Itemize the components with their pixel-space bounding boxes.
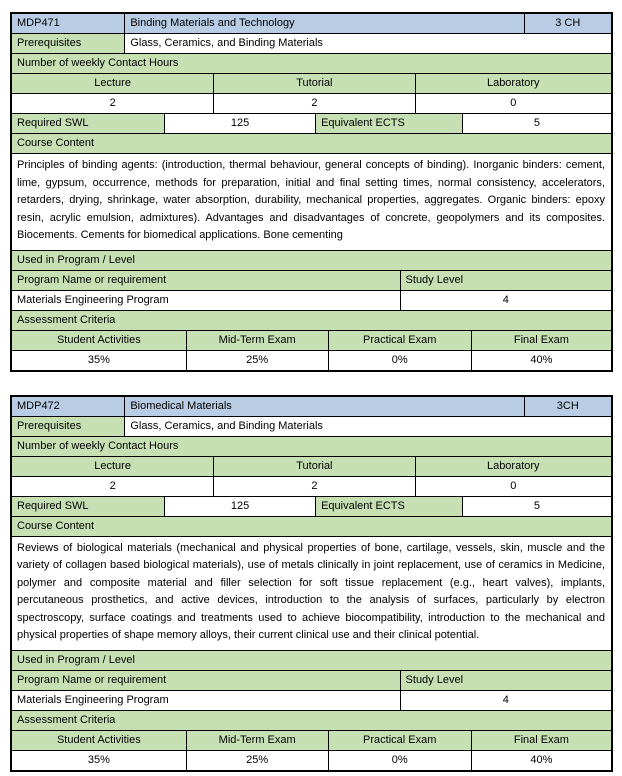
assessment-values-row [12, 350, 611, 370]
swl-ects-row [12, 496, 611, 516]
assessment-criteria-header-row [12, 710, 611, 730]
mid-term-exam-value: 25% [186, 751, 328, 770]
laboratory-hours-value: 0 [415, 94, 612, 113]
course-table-2 [10, 395, 613, 772]
contact-hours-columns-row [12, 73, 611, 93]
tutorial-hours-value: 2 [213, 94, 414, 113]
laboratory-hours-value: 0 [415, 477, 612, 496]
course-header-row [12, 14, 611, 33]
equivalent-ects-value: 5 [462, 114, 611, 133]
lecture-hours-value: 2 [109, 97, 116, 109]
contact-hours-header: Number of weekly Contact Hours [12, 437, 611, 456]
assessment-criteria-header: Assessment Criteria [12, 711, 611, 730]
study-level-label: Study Level [400, 271, 611, 290]
prerequisites-value: Glass, Ceramics, and Binding Materials [124, 417, 611, 436]
credit-hours-cell: 3CH [524, 397, 611, 416]
mid-term-exam-value: 25% [186, 351, 328, 370]
student-activities-value: 35% [87, 753, 110, 766]
course-content-header-row [12, 516, 611, 536]
final-exam-header: Final Exam [471, 731, 611, 750]
tutorial-header: Tutorial [213, 457, 414, 476]
student-activities-value: 35% [87, 353, 110, 366]
practical-exam-value: 0% [328, 351, 471, 370]
course-content-text: Reviews of biological materials (mechanical and physical properties of bone, cartilage, vessels, skin, muscle and the variety of collagen based biological materials), use of metals clinically in joint replacement, use of ceramics in Medicine, polymer and composite material and filler selection for soft tissue replacement (e.g., heart valves), implants, percutaneous prosthetics, and active devices, introduction to the analysis of surfaces, particularly by electron spectroscopy, surface coatings and treatments used to achieve biocompatibility, introduction to the mechanical and physical properties of shape memory alloys, their current clinical use and their clinical potential. [17, 541, 605, 641]
required-swl-value: 125 [164, 497, 315, 516]
mid-term-exam-header: Mid-Term Exam [186, 731, 328, 750]
laboratory-header: Laboratory [415, 457, 612, 476]
tutorial-header: Tutorial [213, 74, 414, 93]
practical-exam-header: Practical Exam [328, 331, 471, 350]
course-content-text: Principles of binding agents: (introduction, thermal behaviour, general concepts of binding). Inorganic binders: cement, lime, gypsum, occurrence, methods for preparation, initial and final setting times, normal consistency, accelerators, retarders, drying, shrinkage, water absorption, durability, mechanical properties, aggregates. Organic binders: epoxy resin, acrylic emulsion, admixtures). Advantages and disadvantages of concrete, geopolymers and its composites. Biocements. Cements for biomedical applications. Bone cementing [17, 159, 605, 241]
program-values-row [12, 290, 611, 310]
study-level-value: 4 [400, 691, 611, 710]
program-name-value: Materials Engineering Program [17, 293, 169, 306]
used-in-program-header: Used in Program / Level [12, 651, 611, 670]
course-code-cell: MDP471 [12, 14, 124, 33]
study-level-value: 4 [400, 291, 611, 310]
final-exam-header: Final Exam [471, 331, 611, 350]
required-swl-label: Required SWL [12, 114, 164, 133]
required-swl-label: Required SWL [12, 497, 164, 516]
assessment-columns-row [12, 330, 611, 350]
assessment-values-row [12, 750, 611, 770]
course-content-header-row [12, 133, 611, 153]
final-exam-value: 40% [471, 751, 611, 770]
contact-hours-columns-row [12, 456, 611, 476]
swl-ects-row [12, 113, 611, 133]
contact-hours-header-row [12, 53, 611, 73]
credit-hours-cell: 3 CH [524, 14, 611, 33]
equivalent-ects-label: Equivalent ECTS [315, 114, 462, 133]
prerequisites-row [12, 33, 611, 53]
student-activities-header: Student Activities [12, 731, 186, 750]
laboratory-header: Laboratory [415, 74, 612, 93]
used-in-program-header-row [12, 650, 611, 670]
practical-exam-header: Practical Exam [328, 731, 471, 750]
lecture-header: Lecture [12, 74, 213, 93]
contact-hours-header-row [12, 436, 611, 456]
course-content-row [12, 153, 611, 250]
contact-hours-values-row [12, 476, 611, 496]
course-content-header: Course Content [12, 517, 611, 536]
study-level-label: Study Level [400, 671, 611, 690]
assessment-criteria-header-row [12, 310, 611, 330]
contact-hours-header: Number of weekly Contact Hours [12, 54, 611, 73]
used-in-program-header: Used in Program / Level [12, 251, 611, 270]
course-code-cell: MDP472 [12, 397, 124, 416]
program-name-label: Program Name or requirement [12, 271, 400, 290]
contact-hours-values-row [12, 93, 611, 113]
required-swl-value: 125 [164, 114, 315, 133]
equivalent-ects-label: Equivalent ECTS [315, 497, 462, 516]
program-name-label: Program Name or requirement [12, 671, 400, 690]
used-in-program-header-row [12, 250, 611, 270]
practical-exam-value: 0% [328, 751, 471, 770]
course-title-cell: Binding Materials and Technology [124, 14, 523, 33]
mid-term-exam-header: Mid-Term Exam [186, 331, 328, 350]
prerequisites-label: Prerequisites [12, 34, 124, 53]
assessment-columns-row [12, 730, 611, 750]
tutorial-hours-value: 2 [213, 477, 414, 496]
program-name-value: Materials Engineering Program [17, 693, 169, 706]
lecture-header: Lecture [12, 457, 213, 476]
course-header-row [12, 397, 611, 416]
program-values-row [12, 690, 611, 710]
student-activities-header: Student Activities [12, 331, 186, 350]
program-header-row [12, 670, 611, 690]
course-title-cell: Biomedical Materials [124, 397, 523, 416]
prerequisites-label: Prerequisites [12, 417, 124, 436]
course-content-header: Course Content [12, 134, 611, 153]
final-exam-value: 40% [471, 351, 611, 370]
equivalent-ects-value: 5 [462, 497, 611, 516]
prerequisites-value: Glass, Ceramics, and Binding Materials [124, 34, 611, 53]
program-header-row [12, 270, 611, 290]
lecture-hours-value: 2 [109, 479, 116, 492]
course-content-row [12, 536, 611, 650]
prerequisites-row [12, 416, 611, 436]
course-table-1 [10, 12, 613, 372]
assessment-criteria-header: Assessment Criteria [12, 311, 611, 330]
